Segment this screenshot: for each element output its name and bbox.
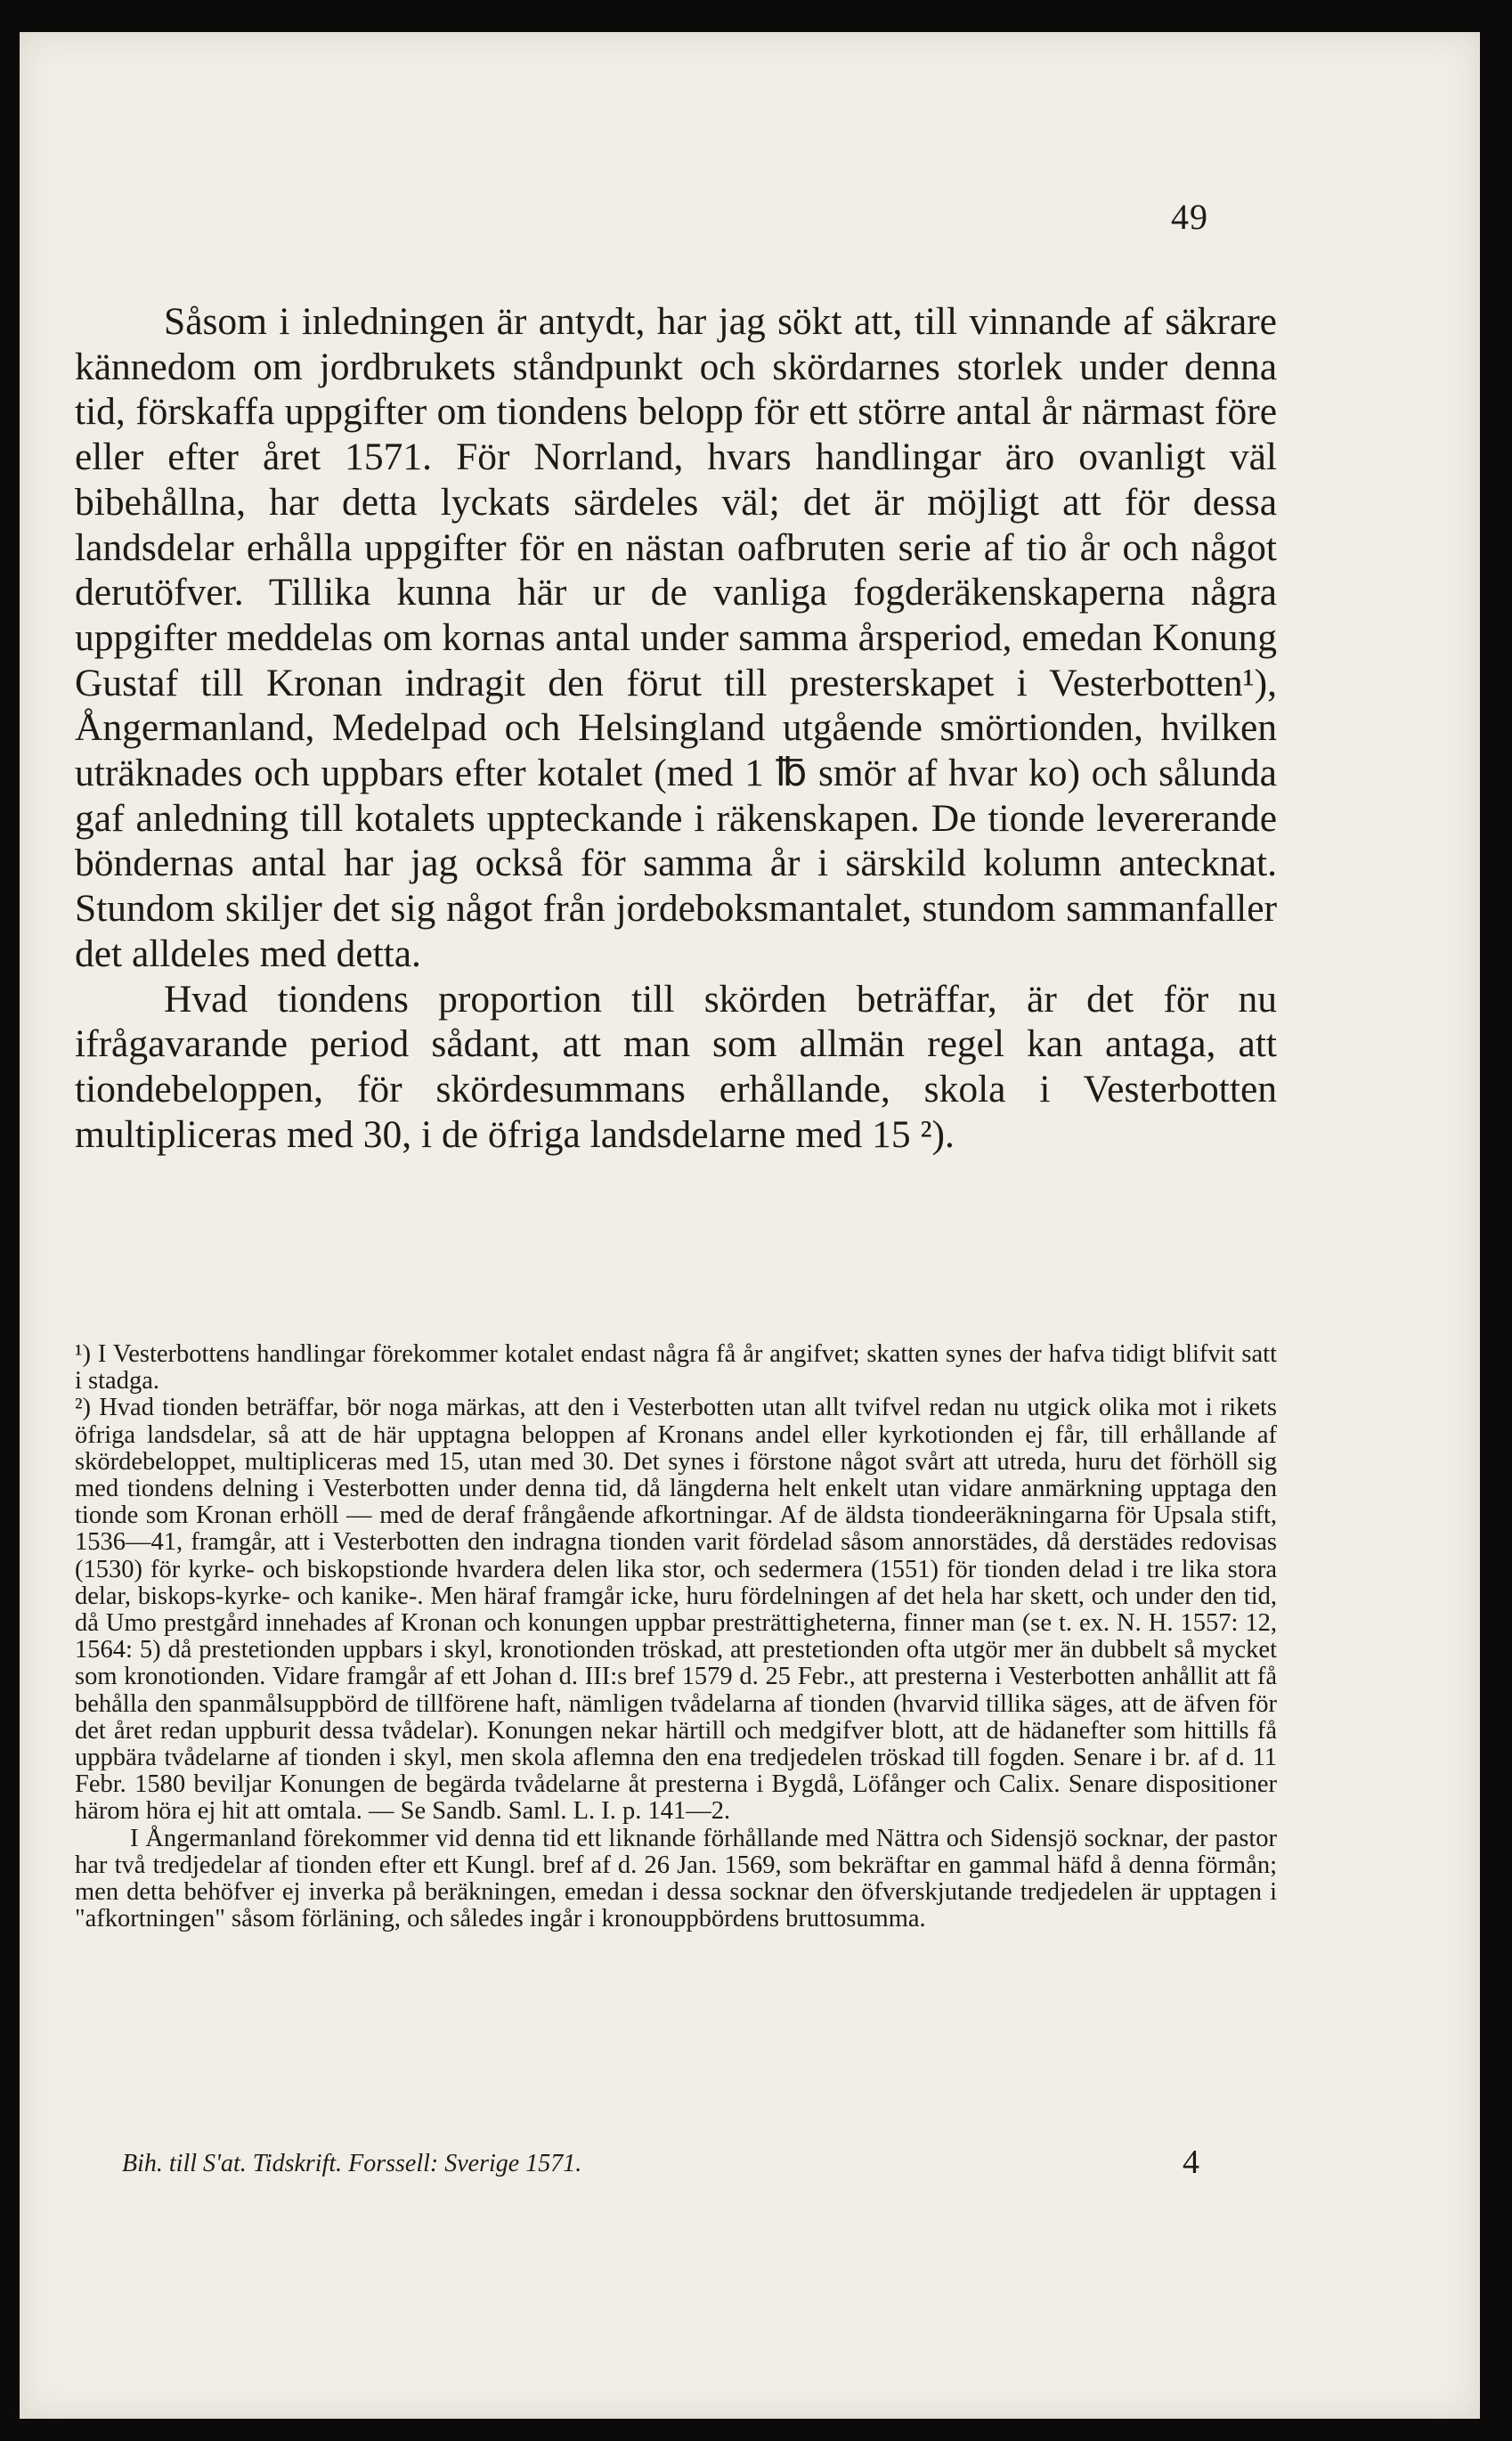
footnote-2: ²) Hvad tionden beträffar, bör noga märkas, att den i Vesterbotten utan allt tvifvel redan nu utgick olika mot i rikets öfriga landsdelar, så att de här upptagna beloppen af Kronans andel eller kyrkotionden ej får, till erhållande af skördebeloppet, multipliceras med 15, utan med 30. Det synes i förstone något svårt att utreda, huru det förhöll sig med tiondens delning i Vesterbotten under denna tid, då längderna helt enkelt utan vidare anmärkning upptaga den tionde som Kronan erhöll — med de deraf frångående afkortningar. Af de äldsta tiondeeräkningarna för Upsala stift, 1536—41, framgår, att i Vesterbotten den indragna tionden varit fördelad såsom annorstädes, då derstädes redovisas (1530) för kyrke- och biskopstionde hvardera delen lika stor, och sedermera (1551) för tionden delad i tre lika stora delar, biskops-kyrke- och kanike-. Men häraf framgår icke, huru fördelningen af det hela har skett, och under den tid, då Umo prestgård innehades af Kronan och konungen uppbar presträttigheterna, finner man (se t. ex. N. H. 1557: 12, 1564: 5) då prestetionden uppbars i skyl, kronotionden tröskad, att prestetionden ofta utgör mer än dubbelt så mycket som kronotionden. Vidare framgår af ett Johan d. III:s bref 1579 d. 25 Febr., att presterna i Vesterbotten anhållit att få behålla den spanmålsuppbörd de tillförene haft, nämligen tvådelarna af tionden (hvarvid tillika säges, att de äfven för det året redan uppburit dessa tvådelar). Konungen nekar härtill och medgifver blott, att de hädanefter som hittills få uppbära tvådelarne af tionden i skyl, men skola aflemna den ena tredjedelen tröskad till fogden. Senare i br. af d. 11 Febr. 1580 beviljar Konungen de begärda tvådelarne åt presterna i Bygdå, Löfånger och Calix. Senare dispositioner härom höra ej hit att omtala. — Se Sandb. Saml. L. I. p. 141—2. <box>75 1394 1277 1826</box>
main-text <box>75 299 1277 1157</box>
paragraph-1: Såsom i inledningen är antydt, har jag sökt att, till vinnande af säkrare kännedom om jordbrukets ståndpunkt och skördarnes storlek under denna tid, förskaffa uppgifter om tiondens belopp för ett större antal år närmast före eller efter året 1571. För Norrland, hvars handlingar äro ovanligt väl bibehållna, har detta lyckats särdeles väl; det är möjligt att för dessa landsdelar erhålla uppgifter för en nästan oafbruten serie af tio år och något derutöfver. Tillika kunna här ur de vanliga fogderäkenskaperna några uppgifter meddelas om kornas antal under samma årsperiod, emedan Konung Gustaf till Kronan indragit den förut till presterskapet i Vesterbotten¹), Ångermanland, Medelpad och Helsingland utgående smörtionden, hvilken uträknades och uppbars efter kotalet (med 1 ℔ smör af hvar ko) och sålunda gaf anledning till kotalets uppteckande i räkenskapen. De tionde levererande böndernas antal har jag också för samma år i särskild kolumn antecknat. Stundom skiljer det sig något från jordeboksmantalet, stundom sammanfaller det alldeles med detta. <box>75 300 1277 975</box>
document-page <box>20 32 1480 2419</box>
footnotes <box>75 1341 1277 1932</box>
footnote-2-continuation: I Ångermanland förekommer vid denna tid ett liknande förhållande med Nättra och Sidensjö socknar, der pastor har två tredjedelar af tionden efter ett Kungl. bref af d. 26 Jan. 1569, som bekräftar en gammal häfd å denna förmån; men detta behöfver ej inverka på beräkningen, emedan i dessa socknar den öfverskjutande tredjedelen är upptagen i "afkortningen" såsom förläning, och således ingår i kronouppbördens bruttosumma. <box>75 1824 1277 1933</box>
paragraph-2: Hvad tiondens proportion till skörden beträffar, är det för nu ifrågavarande period sådant, att man som allmän regel kan antaga, att tiondebeloppen, för skördesummans erhållande, skola i Vesterbotten multipliceras med 30, i de öfriga landsdelarne med 15 ²). <box>75 977 1277 1156</box>
page-number: 49 <box>1171 197 1208 237</box>
printer-signature: 4 <box>1183 2144 1199 2181</box>
running-footer <box>122 2144 1199 2182</box>
footnote-1: ¹) I Vesterbottens handlingar förekommer kotalet endast några få år angifvet; skatten synes der hafva tidigt blifvit satt i stadga. <box>75 1340 1277 1395</box>
footer-citation: Bih. till S'at. Tidskrift. Forssell: Sverige 1571. <box>122 2150 582 2177</box>
